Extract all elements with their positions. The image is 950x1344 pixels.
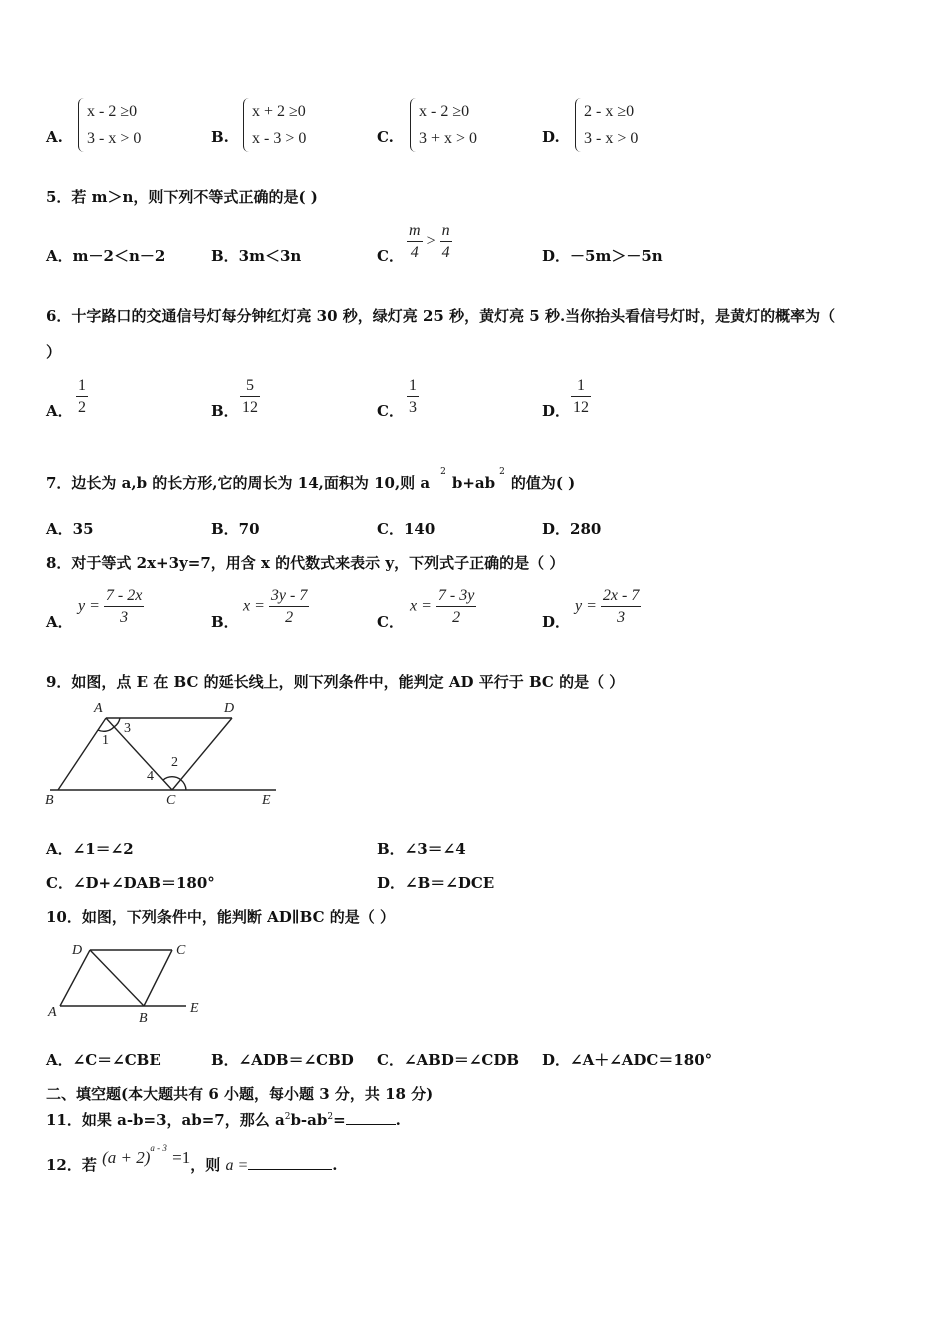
- q8-option-c-label: C．: [377, 613, 404, 631]
- q4-option-c-label: C.: [377, 128, 394, 146]
- q6-option-c-label: C．: [377, 402, 404, 420]
- segment-ab: [58, 718, 106, 790]
- q12-answer-blank[interactable]: [248, 1169, 332, 1170]
- segment-da: [60, 950, 90, 1006]
- q7-option-c: C．140: [377, 520, 436, 538]
- label-angle-2: 2: [171, 755, 178, 770]
- label-angle-4: 4: [147, 769, 154, 784]
- q6-option-b-label: B．: [211, 402, 239, 420]
- label-a: A: [48, 1005, 57, 1020]
- q6-option-b-fraction: $\frac{5}{12}$: [242, 377, 258, 416]
- label-e: E: [190, 1001, 199, 1016]
- q7-option-d: D．280: [542, 520, 602, 538]
- q8-option-a-expression: y = $\frac{7 - 2x}{3}$: [78, 587, 143, 626]
- q6-option-d-label: D．: [542, 402, 571, 420]
- angle-2-arc: [181, 780, 186, 790]
- q7-stem: 7．边长为 a,b 的长方形,它的周长为 14,面积为 10,则 $a^2b+ab^2$的值为( ): [46, 467, 576, 492]
- q7-option-a: A．35: [46, 520, 94, 538]
- segment-ac: [106, 718, 172, 790]
- label-b: B: [45, 793, 54, 808]
- label-b: B: [139, 1011, 148, 1026]
- q8-option-a-label: A．: [46, 613, 73, 631]
- angle-4-arc: [163, 777, 181, 780]
- q5-option-b: B．3m＜3n: [211, 247, 302, 265]
- fraction: $\frac{n}{4}$: [441, 222, 450, 261]
- q8-option-c-expression: x = $\frac{7 - 3y}{2}$: [410, 587, 475, 626]
- q11-answer-blank[interactable]: [346, 1124, 396, 1125]
- q6-option-a-label: A．: [46, 402, 73, 420]
- segment-cb: [144, 950, 172, 1006]
- q9-option-b: B．∠3＝∠4: [377, 840, 466, 858]
- q4-option-a-label: A.: [46, 128, 63, 146]
- q4-option-a-system: x - 2 ≥0 3 - x > 0: [78, 98, 141, 152]
- label-a: A: [94, 701, 103, 716]
- q5-option-d: D．－5m＞－5n: [542, 247, 663, 265]
- q6-stem-line2: ）: [46, 343, 62, 361]
- q5-option-c-expression: $\frac{m}{4}$ > $\frac{n}{4}$: [407, 220, 452, 264]
- label-angle-1: 1: [102, 733, 109, 748]
- q7-option-b: B．70: [211, 520, 260, 538]
- q8-option-d-expression: y = $\frac{2x - 7}{3}$: [575, 587, 640, 626]
- label-e: E: [262, 793, 271, 808]
- q4-option-b-system: x + 2 ≥0 x - 3 > 0: [243, 98, 306, 152]
- q8-stem: 8．对于等式 2x+3y=7，用含 x 的代数式来表示 y，下列式子正确的是（ ）: [46, 554, 565, 572]
- label-c: C: [176, 943, 186, 958]
- label-c: C: [166, 793, 176, 808]
- label-d: D: [72, 943, 83, 958]
- label-d: D: [224, 701, 235, 716]
- angle-3-arc: [114, 718, 120, 727]
- fraction: $\frac{m}{4}$: [409, 222, 421, 261]
- q10-stem: 10．如图，下列条件中，能判断 AD∥BC 的是（ ）: [46, 908, 396, 926]
- q10-option-c: C．∠ABD＝∠CDB: [377, 1051, 520, 1069]
- q6-option-a-fraction: $\frac{1}{2}$: [78, 377, 86, 416]
- q8-option-d-label: D．: [542, 613, 571, 631]
- q9-option-a: A．∠1＝∠2: [46, 840, 134, 858]
- q6-stem-line1: 6．十字路口的交通信号灯每分钟红灯亮 30 秒，绿灯亮 25 秒，黄灯亮 5 秒.当你抬头看信号灯时，是黄灯的概率为（: [46, 307, 836, 325]
- q8-option-b-expression: x = $\frac{3y - 7}{2}$: [243, 587, 308, 626]
- q10-figure: [40, 936, 210, 1028]
- q4-option-d-system: 2 - x ≥0 3 - x > 0: [575, 98, 638, 152]
- q9-option-c: C．∠D+∠DAB＝180°: [46, 874, 215, 892]
- q12-stem: 12．若 $(a + 2)^{a - 3} =1$，则 a = .: [46, 1143, 338, 1174]
- q4-option-d-label: D.: [542, 128, 560, 146]
- q9-figure: [40, 698, 285, 810]
- q10-option-d: D．∠A＋∠ADC＝180°: [542, 1051, 713, 1069]
- q11-stem: 11．如果 a-b=3，ab=7，那么 $a^2b-ab^2=$ .: [46, 1111, 401, 1129]
- q5-option-c-label: C．: [377, 247, 404, 265]
- q4-option-c-system: x - 2 ≥0 3 + x > 0: [410, 98, 477, 152]
- q6-option-c-fraction: $\frac{1}{3}$: [409, 377, 417, 416]
- q4-option-b-label: B.: [211, 128, 229, 146]
- q9-stem: 9．如图，点 E 在 BC 的延长线上，则下列条件中，能判定 AD 平行于 BC 的是（ ）: [46, 673, 625, 691]
- q10-option-b: B．∠ADB＝∠CBD: [211, 1051, 354, 1069]
- section-2-title: 二、填空题(本大题共有 6 小题，每小题 3 分，共 18 分): [46, 1085, 434, 1103]
- segment-db: [90, 950, 144, 1006]
- label-angle-3: 3: [124, 721, 131, 736]
- q5-option-a: A．m－2＜n－2: [46, 247, 166, 265]
- q6-option-d-fraction: $\frac{1}{12}$: [573, 377, 589, 416]
- q8-option-b-label: B．: [211, 613, 239, 631]
- q10-option-a: A．∠C＝∠CBE: [46, 1051, 161, 1069]
- q5-stem: 5．若 m＞n，则下列不等式正确的是( ): [46, 188, 318, 206]
- q9-option-d: D．∠B＝∠DCE: [377, 874, 495, 892]
